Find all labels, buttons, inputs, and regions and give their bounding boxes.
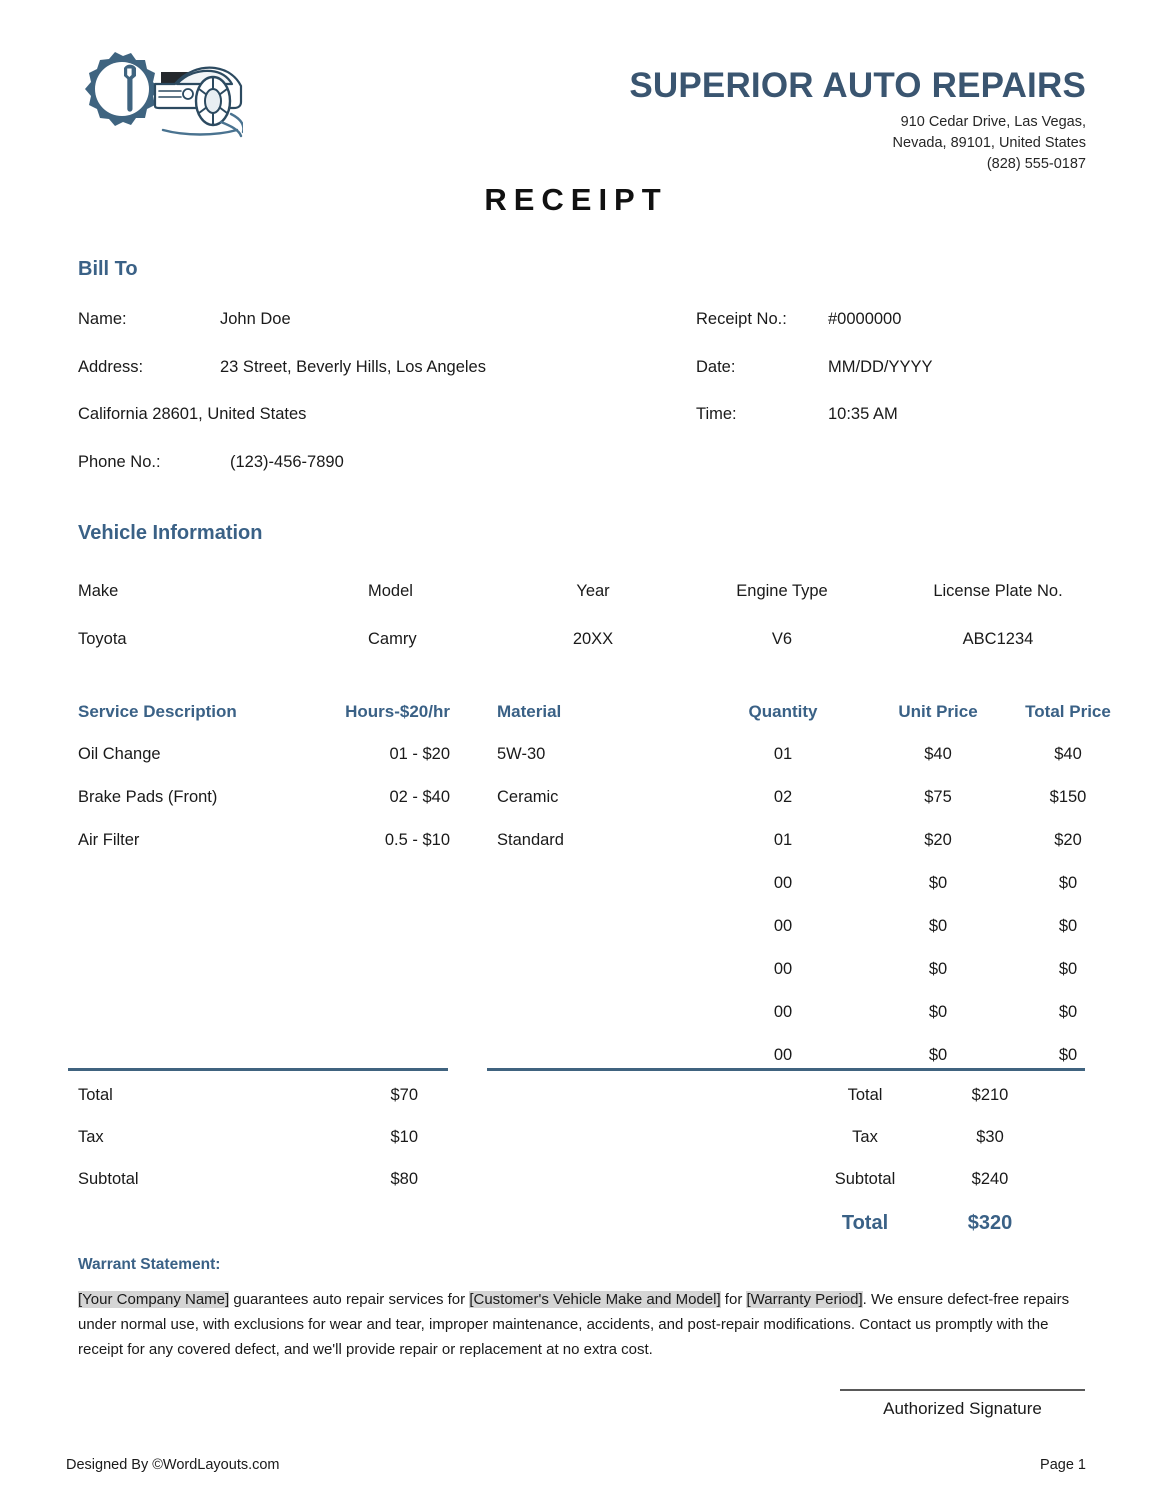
cell-total-price: $0 [1058, 874, 1078, 892]
vehicle-header-plate: License Plate No. [933, 582, 1063, 600]
table-row [78, 960, 1088, 1003]
column-header-total-price: Total Price [1025, 702, 1111, 721]
bill-to-block [78, 310, 1088, 500]
warranty-text-1: guarantees auto repair services for [229, 1291, 470, 1308]
parts-totals-block [487, 1086, 1087, 1254]
footer-designed-by: Designed By ©WordLayouts.com [66, 1457, 280, 1473]
cell-material: 5W-30 [497, 745, 546, 763]
cell-unit-price: $0 [928, 1003, 948, 1021]
vehicle-value-make: Toyota [78, 630, 127, 648]
cell-service-description: Oil Change [78, 745, 161, 763]
column-header-unit-price: Unit Price [898, 702, 978, 721]
cell-material: Ceramic [497, 788, 559, 806]
cell-quantity: 02 [773, 788, 793, 806]
name-value: John Doe [220, 310, 291, 328]
cell-quantity: 01 [773, 831, 793, 849]
totals-label: Tax [78, 1128, 104, 1146]
company-phone: (828) 555-0187 [986, 155, 1086, 172]
cell-total-price: $40 [1054, 745, 1082, 763]
cell-quantity: 00 [773, 874, 793, 892]
receipt-no-value: #0000000 [828, 310, 902, 328]
service-items-table [78, 702, 1111, 1089]
time-value: 10:35 AM [828, 405, 898, 423]
warrant-statement-heading: Warrant Statement: [78, 1256, 221, 1273]
column-header-hours: Hours-$20/hr [345, 702, 450, 721]
cell-unit-price: $75 [924, 788, 952, 806]
labor-totals-block [78, 1086, 448, 1212]
cell-total-price: $0 [1058, 1046, 1078, 1064]
warrant-statement-text [78, 1288, 1076, 1362]
date-label: Date: [696, 357, 736, 376]
totals-label: Subtotal [78, 1170, 139, 1188]
company-identity [629, 68, 1086, 175]
cell-hours: 01 - $20 [389, 745, 450, 763]
cell-total-price: $0 [1058, 1003, 1078, 1021]
cell-hours: 02 - $40 [389, 788, 450, 806]
vehicle-value-engine: V6 [771, 630, 793, 648]
cell-unit-price: $0 [928, 874, 948, 892]
warranty-text-3: . We ensure defect-free repairs under normal use, with exclusions for wear and tear, improper maintenance, accidents, and post-repair modifications. Contact us promptly with the receipt for any covered defect, and we'll provide repair or replacement at no extra cost. [78, 1291, 1070, 1358]
date-value: MM/DD/YYYY [828, 357, 933, 376]
column-header-quantity: Quantity [748, 702, 818, 721]
vehicle-value-plate: ABC1234 [962, 630, 1034, 648]
totals-label: Total [847, 1086, 883, 1104]
totals-label: Subtotal [834, 1170, 896, 1188]
totals-row [487, 1170, 1087, 1212]
bill-to-row-name [78, 310, 1088, 358]
service-table-header-row [78, 702, 1111, 745]
vehicle-header-model: Model [368, 582, 413, 600]
column-header-material: Material [497, 702, 562, 721]
table-row [78, 1003, 1088, 1046]
cell-material: Standard [497, 831, 564, 849]
vehicle-header-engine: Engine Type [736, 582, 828, 600]
authorized-signature-label: Authorized Signature [883, 1399, 1042, 1418]
cell-quantity: 01 [773, 745, 793, 763]
address-line2: California 28601, United States [78, 405, 307, 423]
table-row [78, 874, 1088, 917]
gear-wrench-car-logo [63, 44, 243, 152]
phone-label: Phone No.: [78, 452, 161, 471]
column-header-service-description: Service Description [78, 702, 237, 721]
cell-unit-price: $0 [928, 960, 948, 978]
totals-label: Total [841, 1212, 889, 1234]
cell-quantity: 00 [773, 917, 793, 935]
totals-label: Tax [852, 1128, 878, 1146]
parts-totals-divider [487, 1068, 1085, 1071]
cell-unit-price: $40 [924, 745, 952, 763]
company-name: SUPERIOR AUTO REPAIRS [629, 66, 1086, 105]
name-label: Name: [78, 310, 127, 328]
totals-row [78, 1086, 448, 1128]
time-label: Time: [696, 405, 737, 423]
cell-quantity: 00 [773, 960, 793, 978]
cell-hours: 0.5 - $10 [384, 831, 450, 849]
vehicle-header-row [78, 582, 1088, 630]
placeholder-vehicle-make-model: [Customer's Vehicle Make and Model] [469, 1291, 721, 1308]
totals-value: $320 [967, 1212, 1013, 1234]
signature-line [840, 1389, 1085, 1391]
totals-row [487, 1212, 1087, 1254]
totals-value: $30 [976, 1128, 1004, 1146]
bill-to-row-address [78, 358, 1088, 406]
totals-value: $210 [971, 1086, 1009, 1104]
company-address-line2: Nevada, 89101, United States [892, 134, 1086, 151]
company-address-line1: 910 Cedar Drive, Las Vegas, [900, 113, 1086, 130]
receipt-no-label: Receipt No.: [696, 310, 787, 328]
totals-value: $70 [390, 1086, 418, 1104]
vehicle-value-row [78, 630, 1088, 678]
totals-value: $80 [390, 1170, 418, 1188]
cell-service-description: Brake Pads (Front) [78, 788, 218, 806]
address-value: 23 Street, Beverly Hills, Los Angeles [220, 357, 486, 376]
labor-totals-divider [68, 1068, 448, 1071]
totals-value: $240 [971, 1170, 1009, 1188]
totals-row [487, 1086, 1087, 1128]
totals-row [487, 1128, 1087, 1170]
wheel-icon [196, 77, 230, 125]
cell-total-price: $150 [1049, 788, 1087, 806]
totals-row [78, 1170, 448, 1212]
phone-value: (123)-456-7890 [230, 452, 344, 471]
placeholder-warranty-period: [Warranty Period] [746, 1291, 863, 1308]
bill-to-row-address2 [78, 405, 1088, 453]
totals-label: Total [78, 1086, 113, 1104]
vehicle-header-make: Make [78, 582, 119, 600]
vehicle-value-model: Camry [368, 630, 417, 648]
bill-to-heading: Bill To [78, 258, 138, 280]
company-address [629, 112, 1086, 175]
vehicle-header-year: Year [576, 582, 610, 600]
vehicle-information-table [78, 582, 1088, 678]
address-label: Address: [78, 357, 144, 376]
vehicle-information-heading: Vehicle Information [78, 522, 263, 544]
placeholder-company-name: [Your Company Name] [78, 1291, 230, 1308]
table-row [78, 788, 1088, 831]
cell-quantity: 00 [773, 1046, 793, 1064]
footer-page-number: Page 1 [1040, 1457, 1086, 1473]
cell-total-price: $0 [1058, 960, 1078, 978]
cell-quantity: 00 [773, 1003, 793, 1021]
cell-unit-price: $0 [928, 917, 948, 935]
cell-unit-price: $0 [928, 1046, 948, 1064]
warranty-text-2: for [720, 1291, 747, 1308]
vehicle-value-year: 20XX [572, 630, 614, 648]
table-row [78, 831, 1088, 874]
cell-total-price: $20 [1054, 831, 1082, 849]
cell-service-description: Air Filter [78, 831, 140, 849]
cell-total-price: $0 [1058, 917, 1078, 935]
document-header [0, 0, 1152, 170]
table-row [78, 745, 1088, 788]
cell-unit-price: $20 [924, 831, 952, 849]
table-row [78, 917, 1088, 960]
page-title: RECEIPT [484, 182, 668, 217]
gear-icon [85, 52, 159, 126]
totals-row [78, 1128, 448, 1170]
bill-to-row-phone [78, 453, 1088, 501]
totals-value: $10 [390, 1128, 418, 1146]
